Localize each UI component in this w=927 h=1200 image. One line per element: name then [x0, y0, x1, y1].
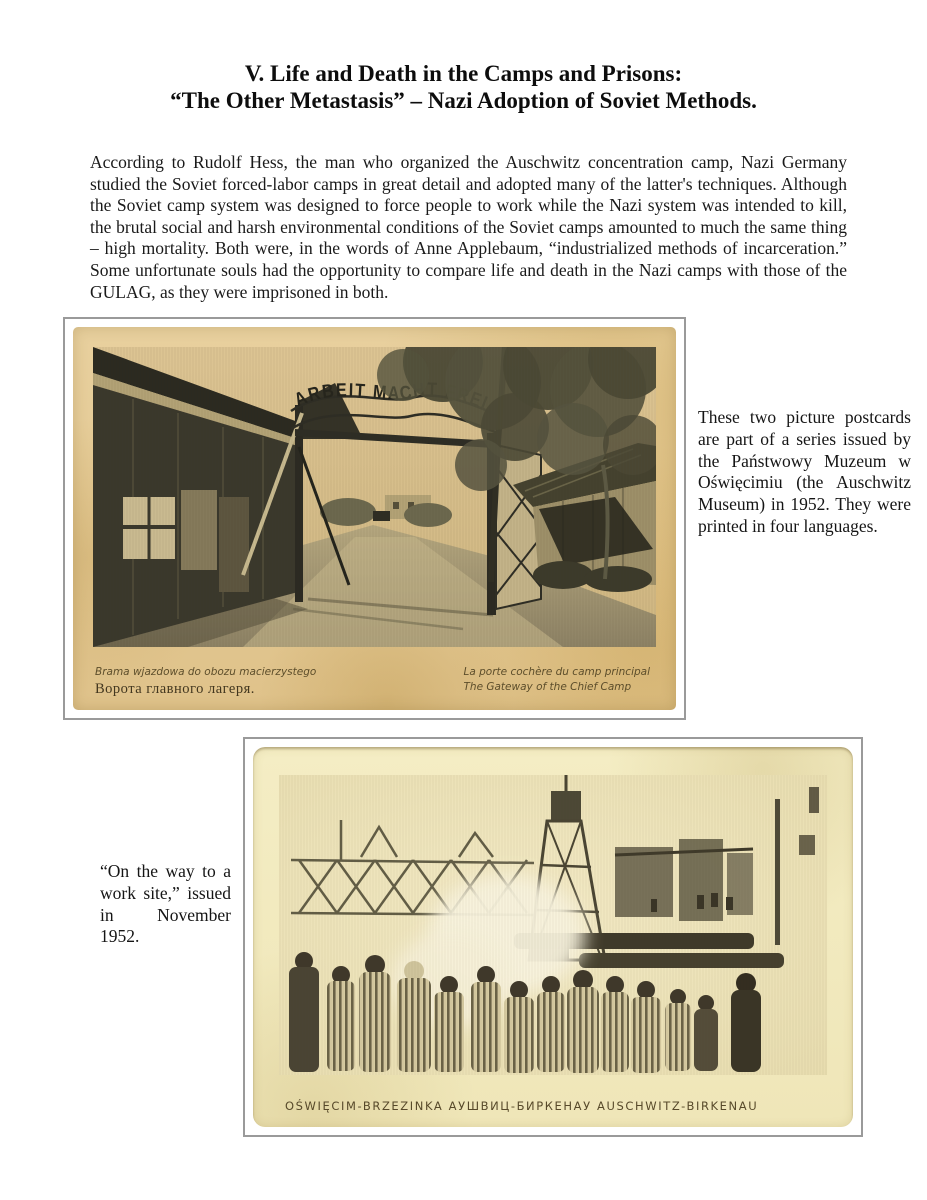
page-title: [0, 60, 927, 114]
photo-grain-overlay: [279, 775, 827, 1075]
gate-photo-illustration: [93, 347, 656, 647]
captions-left: [95, 665, 316, 698]
gate-postcard-captions: [95, 665, 650, 698]
gate-postcard-figure: [63, 317, 686, 720]
gate-postcard: [73, 327, 676, 710]
gate-photo: [93, 347, 656, 647]
intro-paragraph: According to Rudolf Hess, the man who organized the Auschwitz concentration camp, Nazi Germany studied the Soviet forced-labor camps in great detail and adopted many of the latter's techniques. Although the Soviet camp system was designed to force people to work while the Nazi system was intended to kill, the brutal social and harsh environmental conditions of the Soviet camps amounted to much the same thing – high mortality. Both were, in the words of Anne Applebaum, “industrialized methods of incarceration.” Some unfortunate souls had the opportunity to compare life and death in the Nazi camps with those of the GULAG, as they were imprisoned in both.: [90, 152, 847, 302]
birkenau-photo-illustration: [279, 775, 827, 1075]
caption-russian: Ворота главного лагеря.: [95, 681, 255, 697]
caption-polish: Brama wjazdowa do obozu macierzystego: [95, 666, 317, 678]
page-title-line2: “The Other Metastasis” – Nazi Adoption of Soviet Methods.: [170, 88, 757, 113]
caption-english: The Gateway of the Chief Camp: [463, 681, 632, 693]
captions-right: [464, 665, 651, 695]
photo-grain-overlay: [93, 347, 656, 647]
birkenau-caption: OŚWIĘCIM-BRZEZINKA АУШВИЦ-БИРКЕНАУ AUSCHWITZ-BIRKENAU: [285, 1099, 759, 1113]
birkenau-photo: [279, 775, 827, 1075]
birkenau-postcard: [253, 747, 853, 1127]
birkenau-postcard-note: “On the way to a work site,” issued in November 1952.: [100, 861, 231, 947]
caption-french: La porte cochère du camp principal: [463, 666, 650, 678]
page-title-line1: V. Life and Death in the Camps and Prisons:: [244, 61, 683, 86]
gate-postcard-note: These two picture postcards are part of a series issued by the Państwowy Muzeum w Oświęcimiu (the Auschwitz Museum) in 1952. They were printed in four languages.: [698, 407, 911, 536]
birkenau-postcard-figure: [243, 737, 863, 1137]
